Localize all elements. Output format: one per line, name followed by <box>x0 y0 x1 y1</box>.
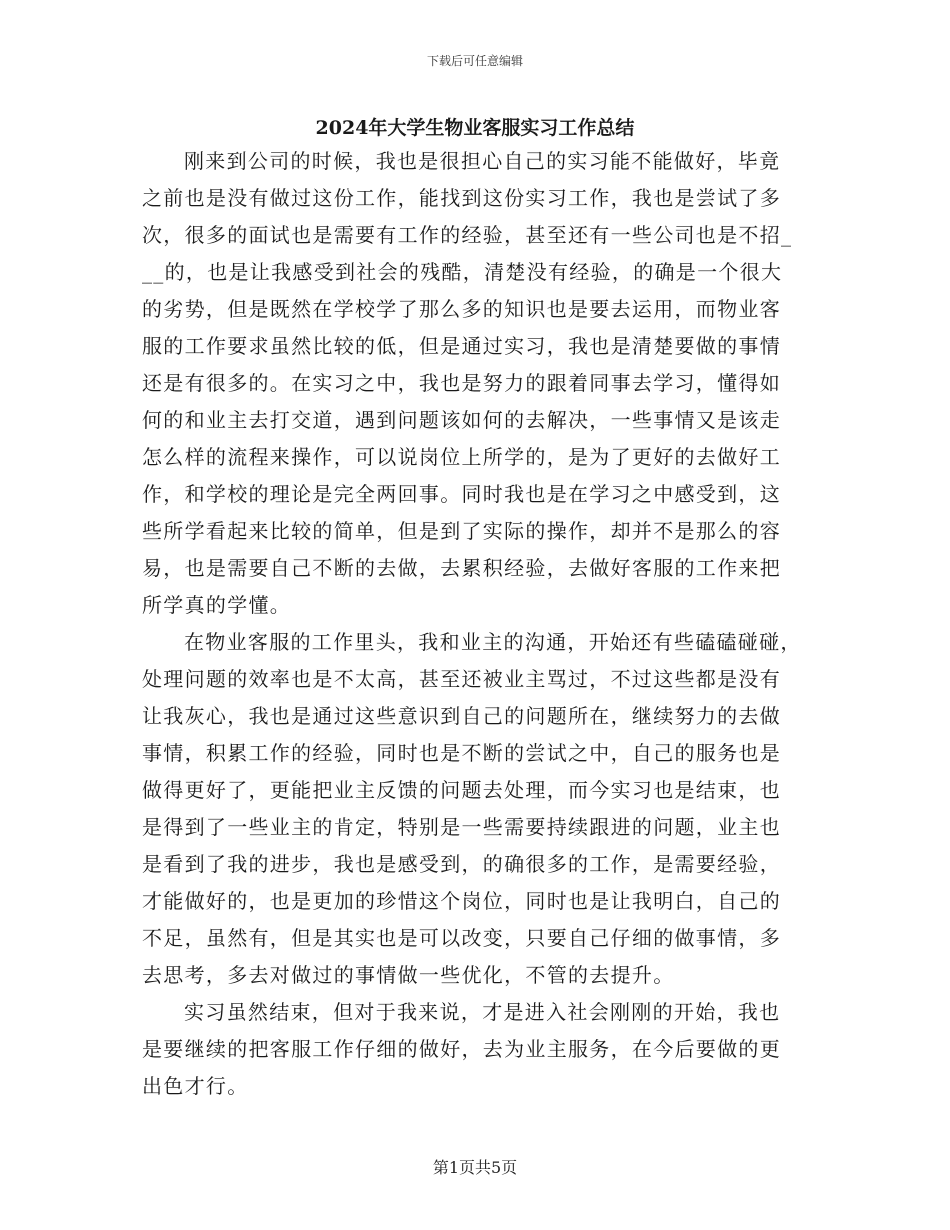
paragraph-line: 易，也是需要自己不断的去做，去累积经验，去做好客服的工作来把 <box>142 556 781 580</box>
paragraph <box>142 624 814 994</box>
document-body <box>142 143 814 1105</box>
paragraph-line: 在物业客服的工作里头，我和业主的沟通，开始还有些磕磕碰碰， <box>184 630 802 654</box>
paragraph-line: 之前也是没有做过这份工作，能找到这份实习工作，我也是尝试了多 <box>142 186 781 210</box>
paragraph-line: 作，和学校的理论是完全两回事。同时我也是在学习之中感受到，这 <box>142 482 781 506</box>
paragraph-line: 出色才行。 <box>142 1074 249 1098</box>
paragraph-line: 是得到了一些业主的肯定，特别是一些需要持续跟进的问题，业主也 <box>142 815 781 839</box>
paragraph-line: 做得更好了，更能把业主反馈的问题去处理，而今实习也是结束，也 <box>142 778 781 802</box>
paragraph-line: __的，也是让我感受到社会的残酷，清楚没有经验，的确是一个很大 <box>142 260 783 284</box>
paragraph-line: 才能做好的，也是更加的珍惜这个岗位，同时也是让我明白，自己的 <box>142 889 781 913</box>
paragraph-line: 所学真的学懂。 <box>142 593 292 617</box>
paragraph-line: 实习虽然结束，但对于我来说，才是进入社会刚刚的开始，我也 <box>184 1000 781 1024</box>
page-number: 第1页共5页 <box>432 1158 518 1177</box>
paragraph-line: 处理问题的效率也是不太高，甚至还被业主骂过，不过这些都是没有 <box>142 667 781 691</box>
paragraph-line: 刚来到公司的时候，我也是很担心自己的实习能不能做好，毕竟 <box>184 149 781 173</box>
paragraph-line: 服的工作要求虽然比较的低，但是通过实习，我也是清楚要做的事情 <box>142 334 781 358</box>
paragraph-line: 次，很多的面试也是需要有工作的经验，甚至还有一些公司也是不招_ <box>142 223 793 247</box>
paragraph <box>142 994 814 1105</box>
paragraph-line: 何的和业主去打交道，遇到问题该如何的去解决，一些事情又是该走 <box>142 408 781 432</box>
paragraph-line: 怎么样的流程来操作，可以说岗位上所学的，是为了更好的去做好工 <box>142 445 781 469</box>
paragraph-line: 事情，积累工作的经验，同时也是不断的尝试之中，自己的服务也是 <box>142 741 781 765</box>
paragraph-line: 让我灰心，我也是通过这些意识到自己的问题所在，继续努力的去做 <box>142 704 781 728</box>
paragraph-line: 去思考，多去对做过的事情做一些优化，不管的去提升。 <box>142 963 675 987</box>
document-title: 2024年大学生物业客服实习工作总结 <box>315 117 635 139</box>
paragraph-line: 的劣势，但是既然在学校学了那么多的知识也是要去运用，而物业客 <box>142 297 781 321</box>
paragraph-line: 些所学看起来比较的简单，但是到了实际的操作，却并不是那么的容 <box>142 519 781 543</box>
paragraph-line: 是要继续的把客服工作仔细的做好，去为业主服务，在今后要做的更 <box>142 1037 781 1061</box>
page-header-note: 下载后可任意编辑 <box>426 54 523 68</box>
paragraph-line: 是看到了我的进步，我也是感受到，的确很多的工作，是需要经验， <box>142 852 781 876</box>
paragraph-line: 还是有很多的。在实习之中，我也是努力的跟着同事去学习，懂得如 <box>142 371 781 395</box>
paragraph <box>142 143 814 624</box>
paragraph-line: 不足，虽然有，但是其实也是可以改变，只要自己仔细的做事情，多 <box>142 926 781 950</box>
